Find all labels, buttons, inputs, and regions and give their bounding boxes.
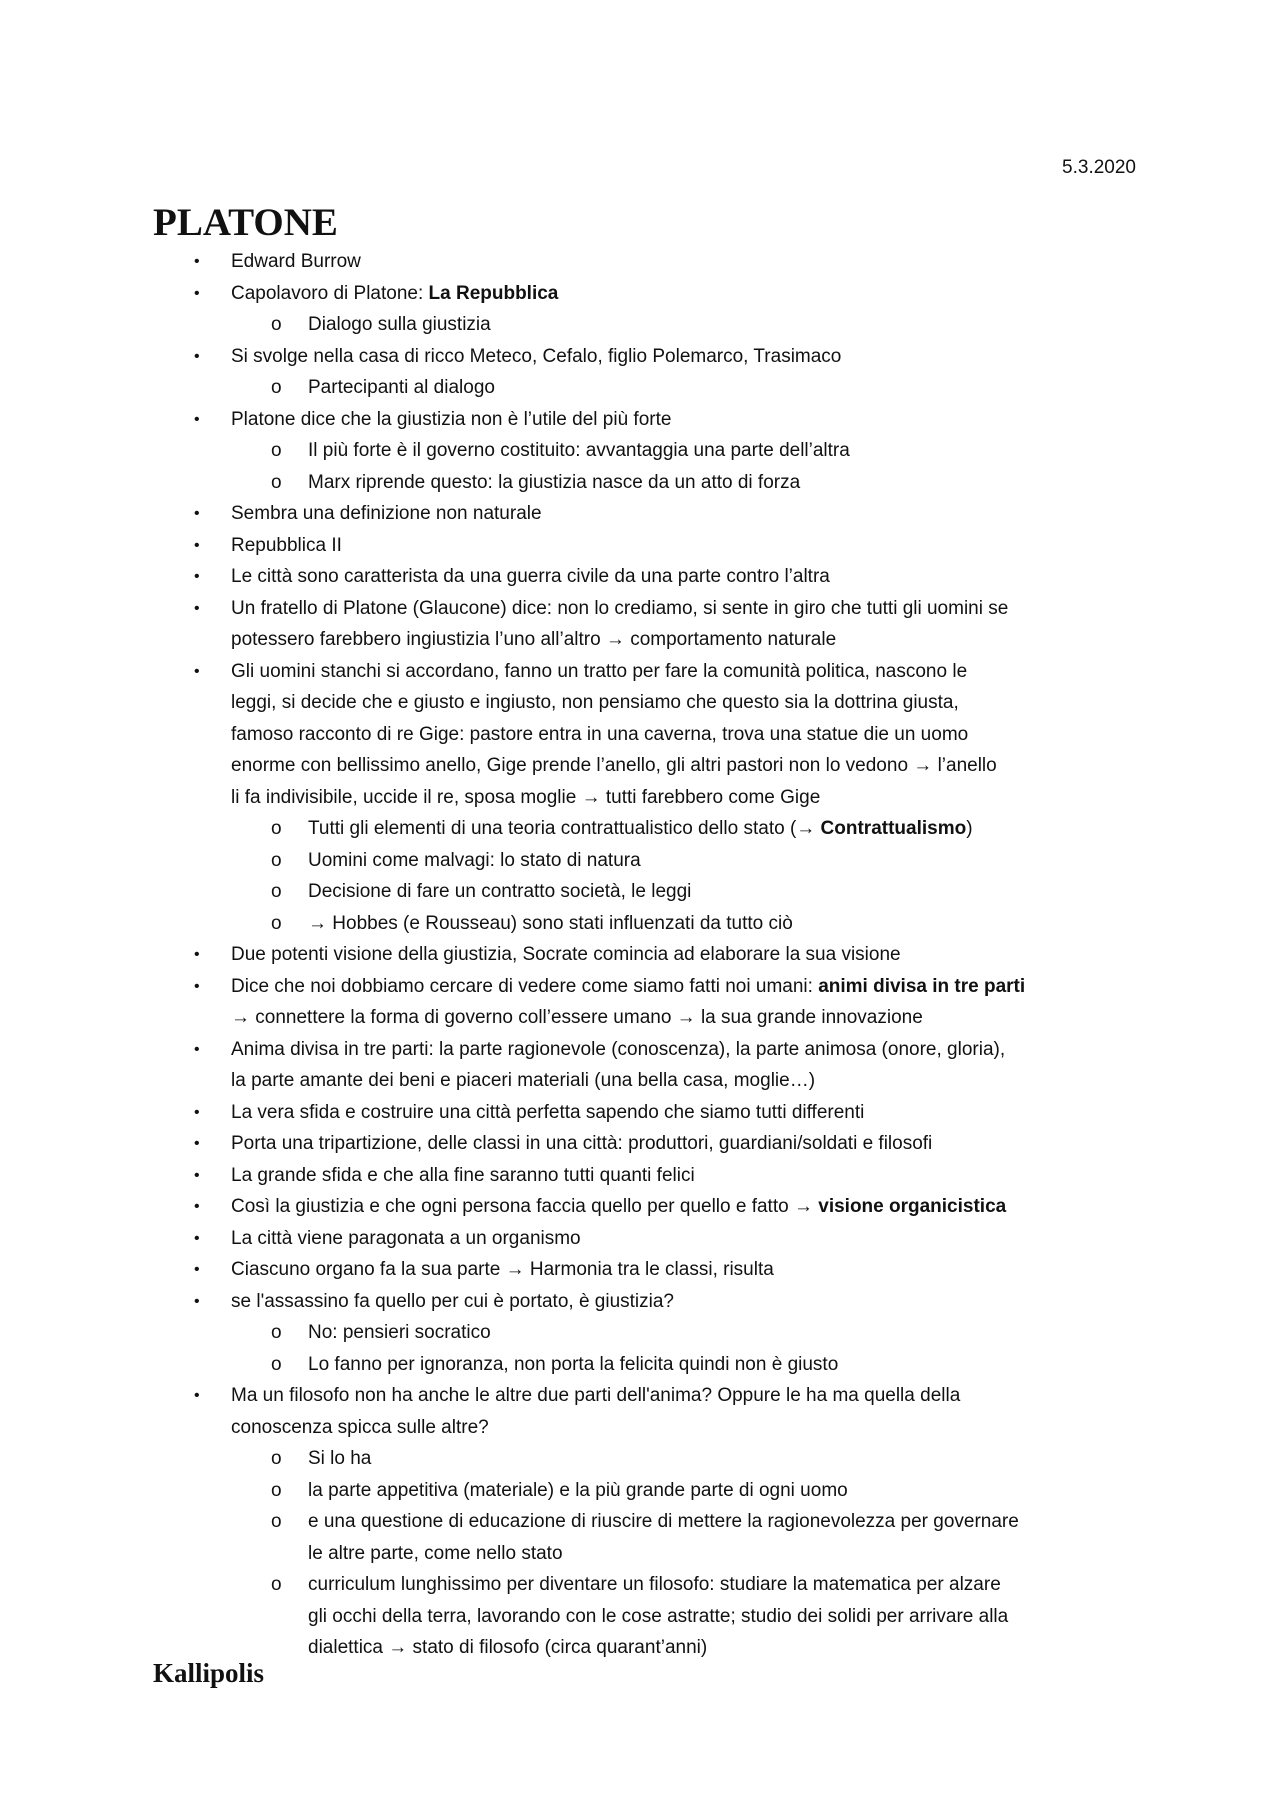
text: Edward Burrow	[231, 251, 361, 272]
text: famoso racconto di re Gige: pastore entra in una caverna, trova una statue die un uomo	[231, 723, 969, 745]
list-item	[0, 971, 1280, 1003]
text: Anima divisa in tre parti: la parte ragionevole (conoscenza), la parte animosa (onore, gloria),	[231, 1038, 1006, 1060]
bullet-icon: •	[194, 1229, 200, 1247]
text: Due potenti visione della giustizia, Socrate comincia ad elaborare la sua visione	[231, 944, 901, 965]
list-item	[0, 1286, 1280, 1318]
list-item-continuation	[0, 687, 1280, 719]
list-item	[0, 1254, 1280, 1286]
text: Partecipanti al dialogo	[308, 377, 495, 398]
bold-text: Contrattualismo	[820, 818, 967, 839]
list-item-continuation	[0, 1412, 1280, 1444]
bold-text: animi divisa in tre parti	[818, 975, 1026, 997]
text: Porta una tripartizione, delle classi in una città: produttori, guardiani/soldati e filosofi	[231, 1133, 933, 1154]
bullet-icon: •	[194, 253, 200, 270]
text: Ma un filosofo non ha anche le altre due parti dell'anima? Oppure le ha ma quella della	[231, 1385, 961, 1406]
circle-bullet-icon: o	[271, 471, 282, 493]
text: la parte amante dei beni e piaceri materiali (una bella casa, moglie…)	[231, 1070, 816, 1091]
circle-bullet-icon: o	[271, 1479, 282, 1501]
list-item	[0, 1223, 1280, 1255]
list-item	[0, 656, 1280, 688]
text: Capolavoro di Platone:	[231, 282, 429, 304]
notes-list	[0, 246, 1280, 1664]
list-item	[0, 1160, 1280, 1192]
list-item	[0, 939, 1280, 971]
sub-list-item	[0, 908, 1280, 940]
bullet-icon: •	[194, 1261, 200, 1278]
text: Decisione di fare un contratto società, le leggi	[308, 881, 692, 902]
section-heading: Kallipolis	[153, 1658, 265, 1688]
text: Così la giustizia e che ogni persona faccia quello per quello e fatto →	[231, 1196, 819, 1217]
text: Si lo ha	[308, 1448, 372, 1469]
circle-bullet-icon: o	[271, 1574, 282, 1595]
sub-list-item	[0, 1475, 1280, 1507]
list-item	[0, 1380, 1280, 1412]
circle-bullet-icon: o	[271, 377, 282, 398]
text: se l'assassino fa quello per cui è portato, è giustizia?	[231, 1290, 674, 1312]
list-item	[0, 278, 1280, 310]
date-label: 5.3.2020	[1062, 157, 1136, 178]
text: enorme con bellissimo anello, Gige prende l’anello, gli altri pastori non lo vedono → l’anello	[231, 755, 997, 776]
list-item-continuation	[0, 624, 1280, 656]
sub-list-item	[0, 813, 1280, 845]
bullet-icon: •	[194, 1135, 200, 1152]
circle-bullet-icon: o	[271, 1322, 282, 1343]
text: La vera sfida e costruire una città perfetta sapendo che siamo tutti differenti	[231, 1101, 865, 1123]
bold-text: La Repubblica	[428, 282, 559, 304]
sub-list-item	[0, 1349, 1280, 1381]
text: potessero farebbero ingiustizia l’uno all’altro → comportamento naturale	[231, 629, 837, 650]
bullet-icon: •	[194, 568, 200, 585]
list-item-continuation	[0, 750, 1280, 782]
list-item	[0, 341, 1280, 373]
text: leggi, si decide che e giusto e ingiusto, non pensiamo che questo sia la dottrina giusta,	[231, 692, 959, 713]
list-item-continuation	[0, 1538, 1280, 1570]
text: No: pensieri socratico	[308, 1322, 491, 1343]
text: Dice che noi dobbiamo cercare di vedere come siamo fatti noi umani:	[231, 975, 819, 997]
bullet-icon: •	[194, 1387, 200, 1404]
bullet-icon: •	[194, 1103, 200, 1121]
circle-bullet-icon: o	[271, 818, 282, 839]
text: Platone dice che la giustizia non è l’utile del più forte	[231, 408, 672, 430]
bullet-icon: •	[194, 1040, 200, 1058]
bullet-icon: •	[194, 347, 200, 365]
bullet-icon: •	[194, 599, 200, 617]
circle-bullet-icon: o	[271, 440, 282, 461]
list-item-continuation	[0, 782, 1280, 814]
text: li fa indivisibile, uccide il re, sposa moglie → tutti farebbero come Gige	[231, 786, 821, 808]
sub-list-item	[0, 467, 1280, 499]
text: conoscenza spicca sulle altre?	[231, 1416, 489, 1438]
bullet-icon: •	[194, 505, 200, 522]
sub-list-item	[0, 1317, 1280, 1349]
text: La grande sfida e che alla fine saranno tutti quanti felici	[231, 1164, 695, 1186]
sub-list-item	[0, 845, 1280, 877]
list-item	[0, 246, 1280, 278]
list-item	[0, 404, 1280, 436]
list-item	[0, 498, 1280, 530]
list-item	[0, 1097, 1280, 1129]
text: Un fratello di Platone (Glaucone) dice: non lo crediamo, si sente in giro che tutti gli uomini se	[231, 597, 1009, 619]
sub-list-item	[0, 1443, 1280, 1475]
text: Dialogo sulla giustizia	[308, 314, 491, 335]
text: Marx riprende questo: la giustizia nasce da un atto di forza	[308, 471, 801, 493]
text: La città viene paragonata a un organismo	[231, 1227, 581, 1249]
circle-bullet-icon: o	[271, 849, 282, 871]
text: le altre parte, come nello stato	[308, 1542, 563, 1564]
text: Si svolge nella casa di ricco Meteco, Cefalo, figlio Polemarco, Trasimaco	[231, 345, 842, 367]
text: Uomini come malvagi: lo stato di natura	[308, 849, 641, 871]
circle-bullet-icon: o	[271, 1353, 282, 1375]
text: Tutti gli elementi di una teoria contrattualistico dello stato (→	[308, 818, 821, 839]
list-item	[0, 593, 1280, 625]
text: la parte appetitiva (materiale) e la più grande parte di ogni uomo	[308, 1479, 848, 1501]
sub-list-item	[0, 309, 1280, 341]
list-item	[0, 1191, 1280, 1223]
text: Ciascuno organo fa la sua parte → Harmonia tra le classi, risulta	[231, 1259, 774, 1280]
list-item-continuation	[0, 1601, 1280, 1633]
text: → Hobbes (e Rousseau) sono stati influenzati da tutto ciò	[308, 912, 793, 934]
sub-list-item	[0, 435, 1280, 467]
bold-text: visione organicistica	[818, 1196, 1007, 1217]
sub-list-item	[0, 876, 1280, 908]
text: e una questione di educazione di riuscire di mettere la ragionevolezza per governare	[308, 1511, 1019, 1532]
text: Il più forte è il governo costituito: avvantaggia una parte dell’altra	[308, 440, 850, 461]
list-item-continuation	[0, 1065, 1280, 1097]
page-title: PLATONE	[153, 201, 338, 244]
list-item	[0, 530, 1280, 562]
text: Repubblica II	[231, 534, 342, 556]
circle-bullet-icon: o	[271, 881, 282, 902]
bullet-icon: •	[194, 662, 200, 680]
text: Gli uomini stanchi si accordano, fanno un tratto per fare la comunità politica, nascono le	[231, 660, 968, 682]
bullet-icon: •	[194, 1166, 200, 1184]
bullet-icon: •	[194, 284, 200, 302]
sub-list-item	[0, 372, 1280, 404]
circle-bullet-icon: o	[271, 314, 282, 335]
circle-bullet-icon: o	[271, 1448, 282, 1469]
sub-list-item	[0, 1569, 1280, 1601]
text: gli occhi della terra, lavorando con le cose astratte; studio dei solidi per arrivare alla	[308, 1605, 1009, 1627]
text: Sembra una definizione non naturale	[231, 503, 542, 524]
circle-bullet-icon: o	[271, 1511, 282, 1532]
text: → connettere la forma di governo coll’essere umano → la sua grande innovazione	[231, 1007, 923, 1028]
text: Lo fanno per ignoranza, non porta la felicita quindi non è giusto	[308, 1353, 839, 1375]
text: dialettica → stato di filosofo (circa quarant’anni)	[308, 1637, 708, 1658]
bullet-icon: •	[194, 536, 200, 554]
list-item-continuation	[0, 719, 1280, 751]
list-item	[0, 1034, 1280, 1066]
list-item	[0, 561, 1280, 593]
bullet-icon: •	[194, 977, 200, 995]
text: curriculum lunghissimo per diventare un filosofo: studiare la matematica per alzare	[308, 1574, 1001, 1595]
text: Le città sono caratterista da una guerra civile da una parte contro l’altra	[231, 566, 830, 587]
list-item-continuation	[0, 1002, 1280, 1034]
bullet-icon: •	[194, 1292, 200, 1310]
text: )	[966, 818, 973, 839]
sub-list-item	[0, 1506, 1280, 1538]
circle-bullet-icon: o	[271, 912, 282, 934]
list-item	[0, 1128, 1280, 1160]
bullet-icon: •	[194, 410, 200, 428]
bullet-icon: •	[194, 1198, 200, 1215]
bullet-icon: •	[194, 946, 200, 963]
